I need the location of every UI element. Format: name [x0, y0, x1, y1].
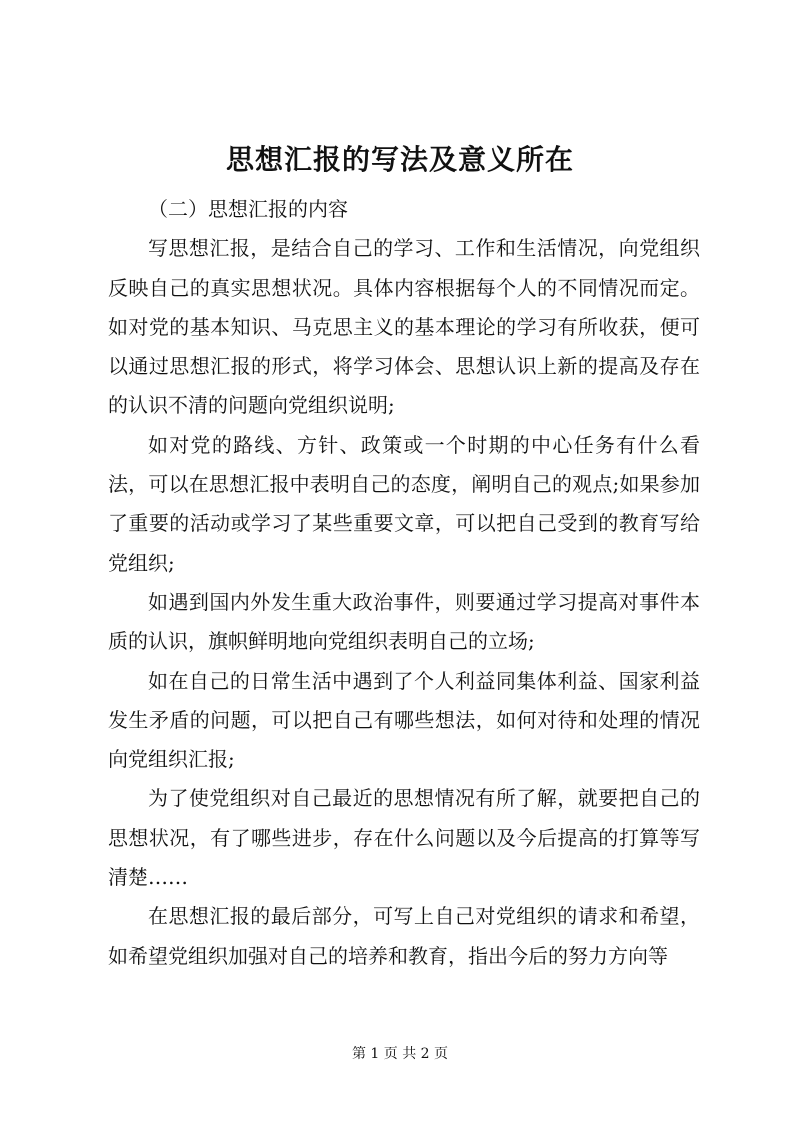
paragraph: 在思想汇报的最后部分，可写上自己对党组织的请求和希望，如希望党组织加强对自己的培养和教育，指出今后的努力方向等 — [108, 904, 700, 968]
paragraph: 如遇到国内外发生重大政治事件，则要通过学习提高对事件本质的认识，旗帜鲜明地向党组织表明自己的立场; — [108, 589, 700, 654]
paragraph: 写思想汇报，是结合自己的学习、工作和生活情况，向党组织反映自己的真实思想状况。具体内容根据每个人的不同情况而定。如对党的基本知识、马克思主义的基本理论的学习有所收获，便可以通过思想汇报的形式，将学习体会、思想认识上新的提高及存在的认识不清的问题向党组织说明; — [108, 236, 700, 418]
paragraph: 如对党的路线、方针、政策或一个时期的中心任务有什么看法，可以在思想汇报中表明自己的态度，阐明自己的观点;如果参加了重要的活动或学习了某些重要文章，可以把自己受到的教育写给党组织; — [108, 432, 700, 575]
paragraph: 如在自己的日常生活中遇到了个人利益同集体利益、国家利益发生矛盾的问题，可以把自己有哪些想法，如何对待和处理的情况向党组织汇报; — [108, 668, 700, 772]
document-body — [108, 190, 700, 976]
page-number-footer: 第 1 页 共 2 页 — [351, 1046, 449, 1062]
document-title: 思想汇报的写法及意义所在 — [225, 143, 574, 176]
paragraph: 为了使党组织对自己最近的思想情况有所了解，就要把自己的思想状况，有了哪些进步，存在什么问题以及今后提高的打算等写清楚…… — [108, 786, 700, 890]
section-heading: （二）思想汇报的内容 — [148, 197, 348, 221]
